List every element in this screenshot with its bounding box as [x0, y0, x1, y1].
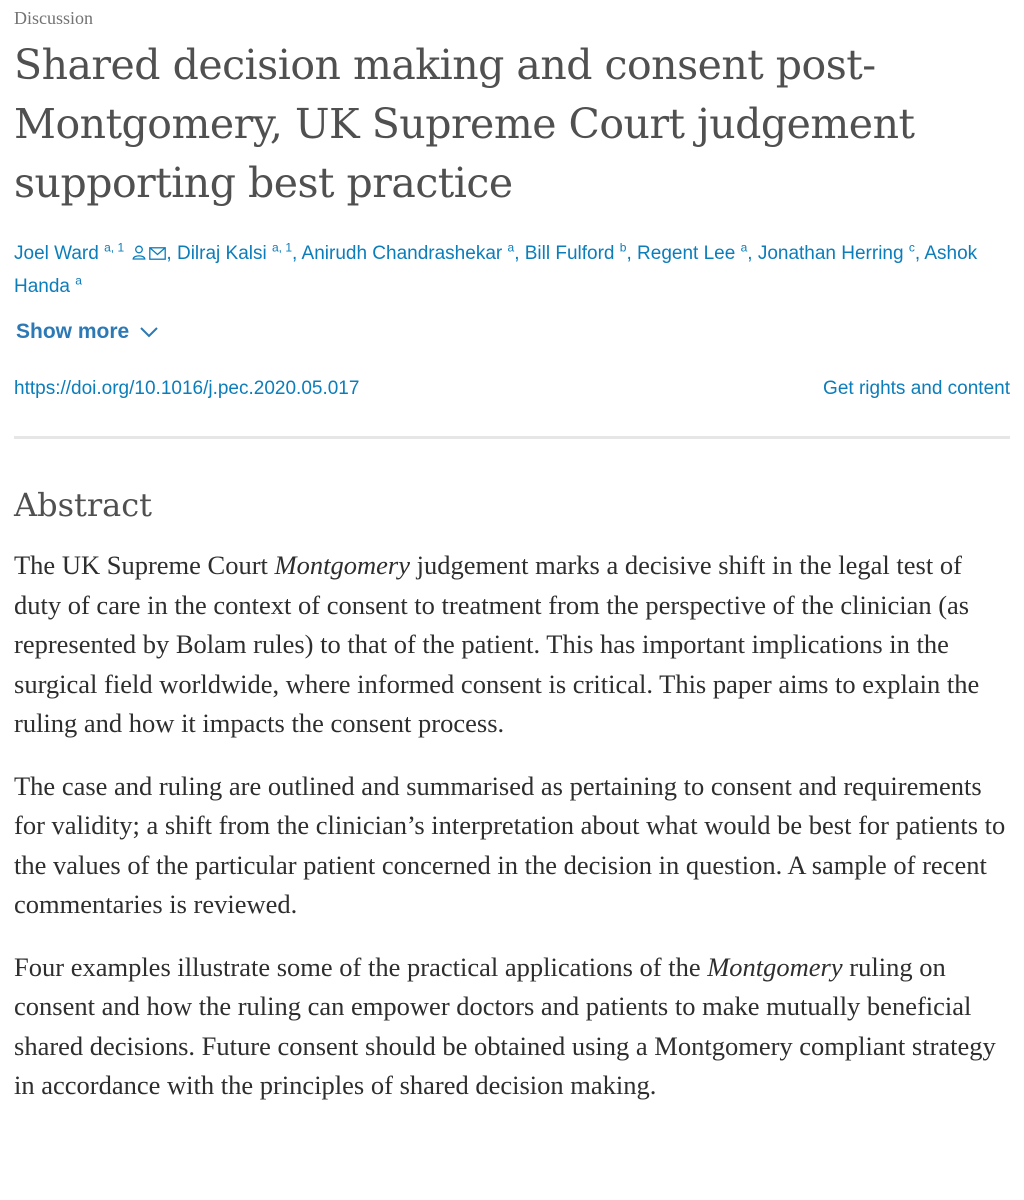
abstract-paragraph	[14, 546, 1010, 744]
author-affiliation[interactable]: a	[507, 240, 515, 255]
abstract-paragraph	[14, 948, 1010, 1106]
get-rights-link[interactable]: Get rights and content	[823, 378, 1010, 399]
chevron-down-icon	[139, 320, 159, 344]
author-affiliation[interactable]: a, 1	[104, 240, 125, 255]
abstract-paragraph: The case and ruling are outlined and summarised as pertaining to consent and requirements for validity; a shift from the clinician’s interpretation about what would be best for patients to the values of the particular patient concerned in the decision in question. A sample of recent commentaries is reviewed.	[14, 770, 1006, 919]
author-affiliation[interactable]: a, 1	[272, 240, 293, 255]
abstract-heading: Abstract	[14, 486, 153, 524]
author-link[interactable]: Bill Fulford	[524, 243, 615, 264]
abstract-text: Four examples illustrate some of the practical applications of the	[14, 951, 708, 982]
author-affiliation[interactable]: c	[908, 240, 915, 255]
author-link[interactable]: Regent Lee	[637, 243, 736, 264]
author-affiliation[interactable]: b	[619, 240, 627, 255]
case-name: Montgomery	[707, 951, 843, 982]
doi-row	[14, 378, 1010, 400]
author-link[interactable]: Jonathan Herring	[757, 243, 904, 264]
abstract-text: judgement marks a decisive shift in the legal test of duty of care in the context of consent to treatment from the perspective of the clinician (as represented by Bolam rules) to that of the patient. This has important implications in the surgical field worldwide, where informed consent is critical. This paper aims to explain the ruling and how it impacts the consent process.	[14, 550, 980, 738]
case-name: Montgomery	[274, 550, 410, 580]
show-more-button[interactable]	[16, 320, 159, 344]
author-link[interactable]: Anirudh Chandrashekar	[301, 243, 503, 264]
abstract-body	[14, 546, 1010, 1129]
author-link[interactable]: Dilraj Kalsi	[176, 243, 267, 264]
abstract-text: ruling on consent and how the ruling can empower doctors and patients to make mutually beneficial shared decisions. Future consent should be obtained using a Montgomery compliant strategy in accordance with the principles of shared decision making.	[14, 951, 996, 1100]
author-affiliation[interactable]: a	[75, 273, 82, 288]
article-type-label: Discussion	[14, 8, 94, 28]
doi-link[interactable]: https://doi.org/10.1016/j.pec.2020.05.017	[14, 378, 360, 399]
author-list: Joel Ward $^{a, 1}$ , Dilraj Kalsi $^{a, 1}$, Anirudh Chandrashekar $^a$, Bill Fulford $^b$, Regent Lee $^a$, Jonathan Herring $^c$, Ashok Handa $^a$	[14, 240, 978, 297]
author-affiliation[interactable]: a	[740, 240, 748, 255]
abstract-text: The UK Supreme Court	[14, 550, 275, 580]
article-title: Shared decision making and consent post-Montgomery, UK Supreme Court judgement supporting best practice	[14, 41, 915, 207]
author-link[interactable]: Ashok Handa	[14, 243, 978, 297]
author-link[interactable]: Joel Ward	[14, 243, 99, 264]
envelope-icon[interactable]	[149, 239, 166, 271]
person-icon[interactable]	[132, 239, 146, 271]
section-divider	[14, 436, 1010, 439]
show-more-label: Show more	[16, 320, 130, 343]
